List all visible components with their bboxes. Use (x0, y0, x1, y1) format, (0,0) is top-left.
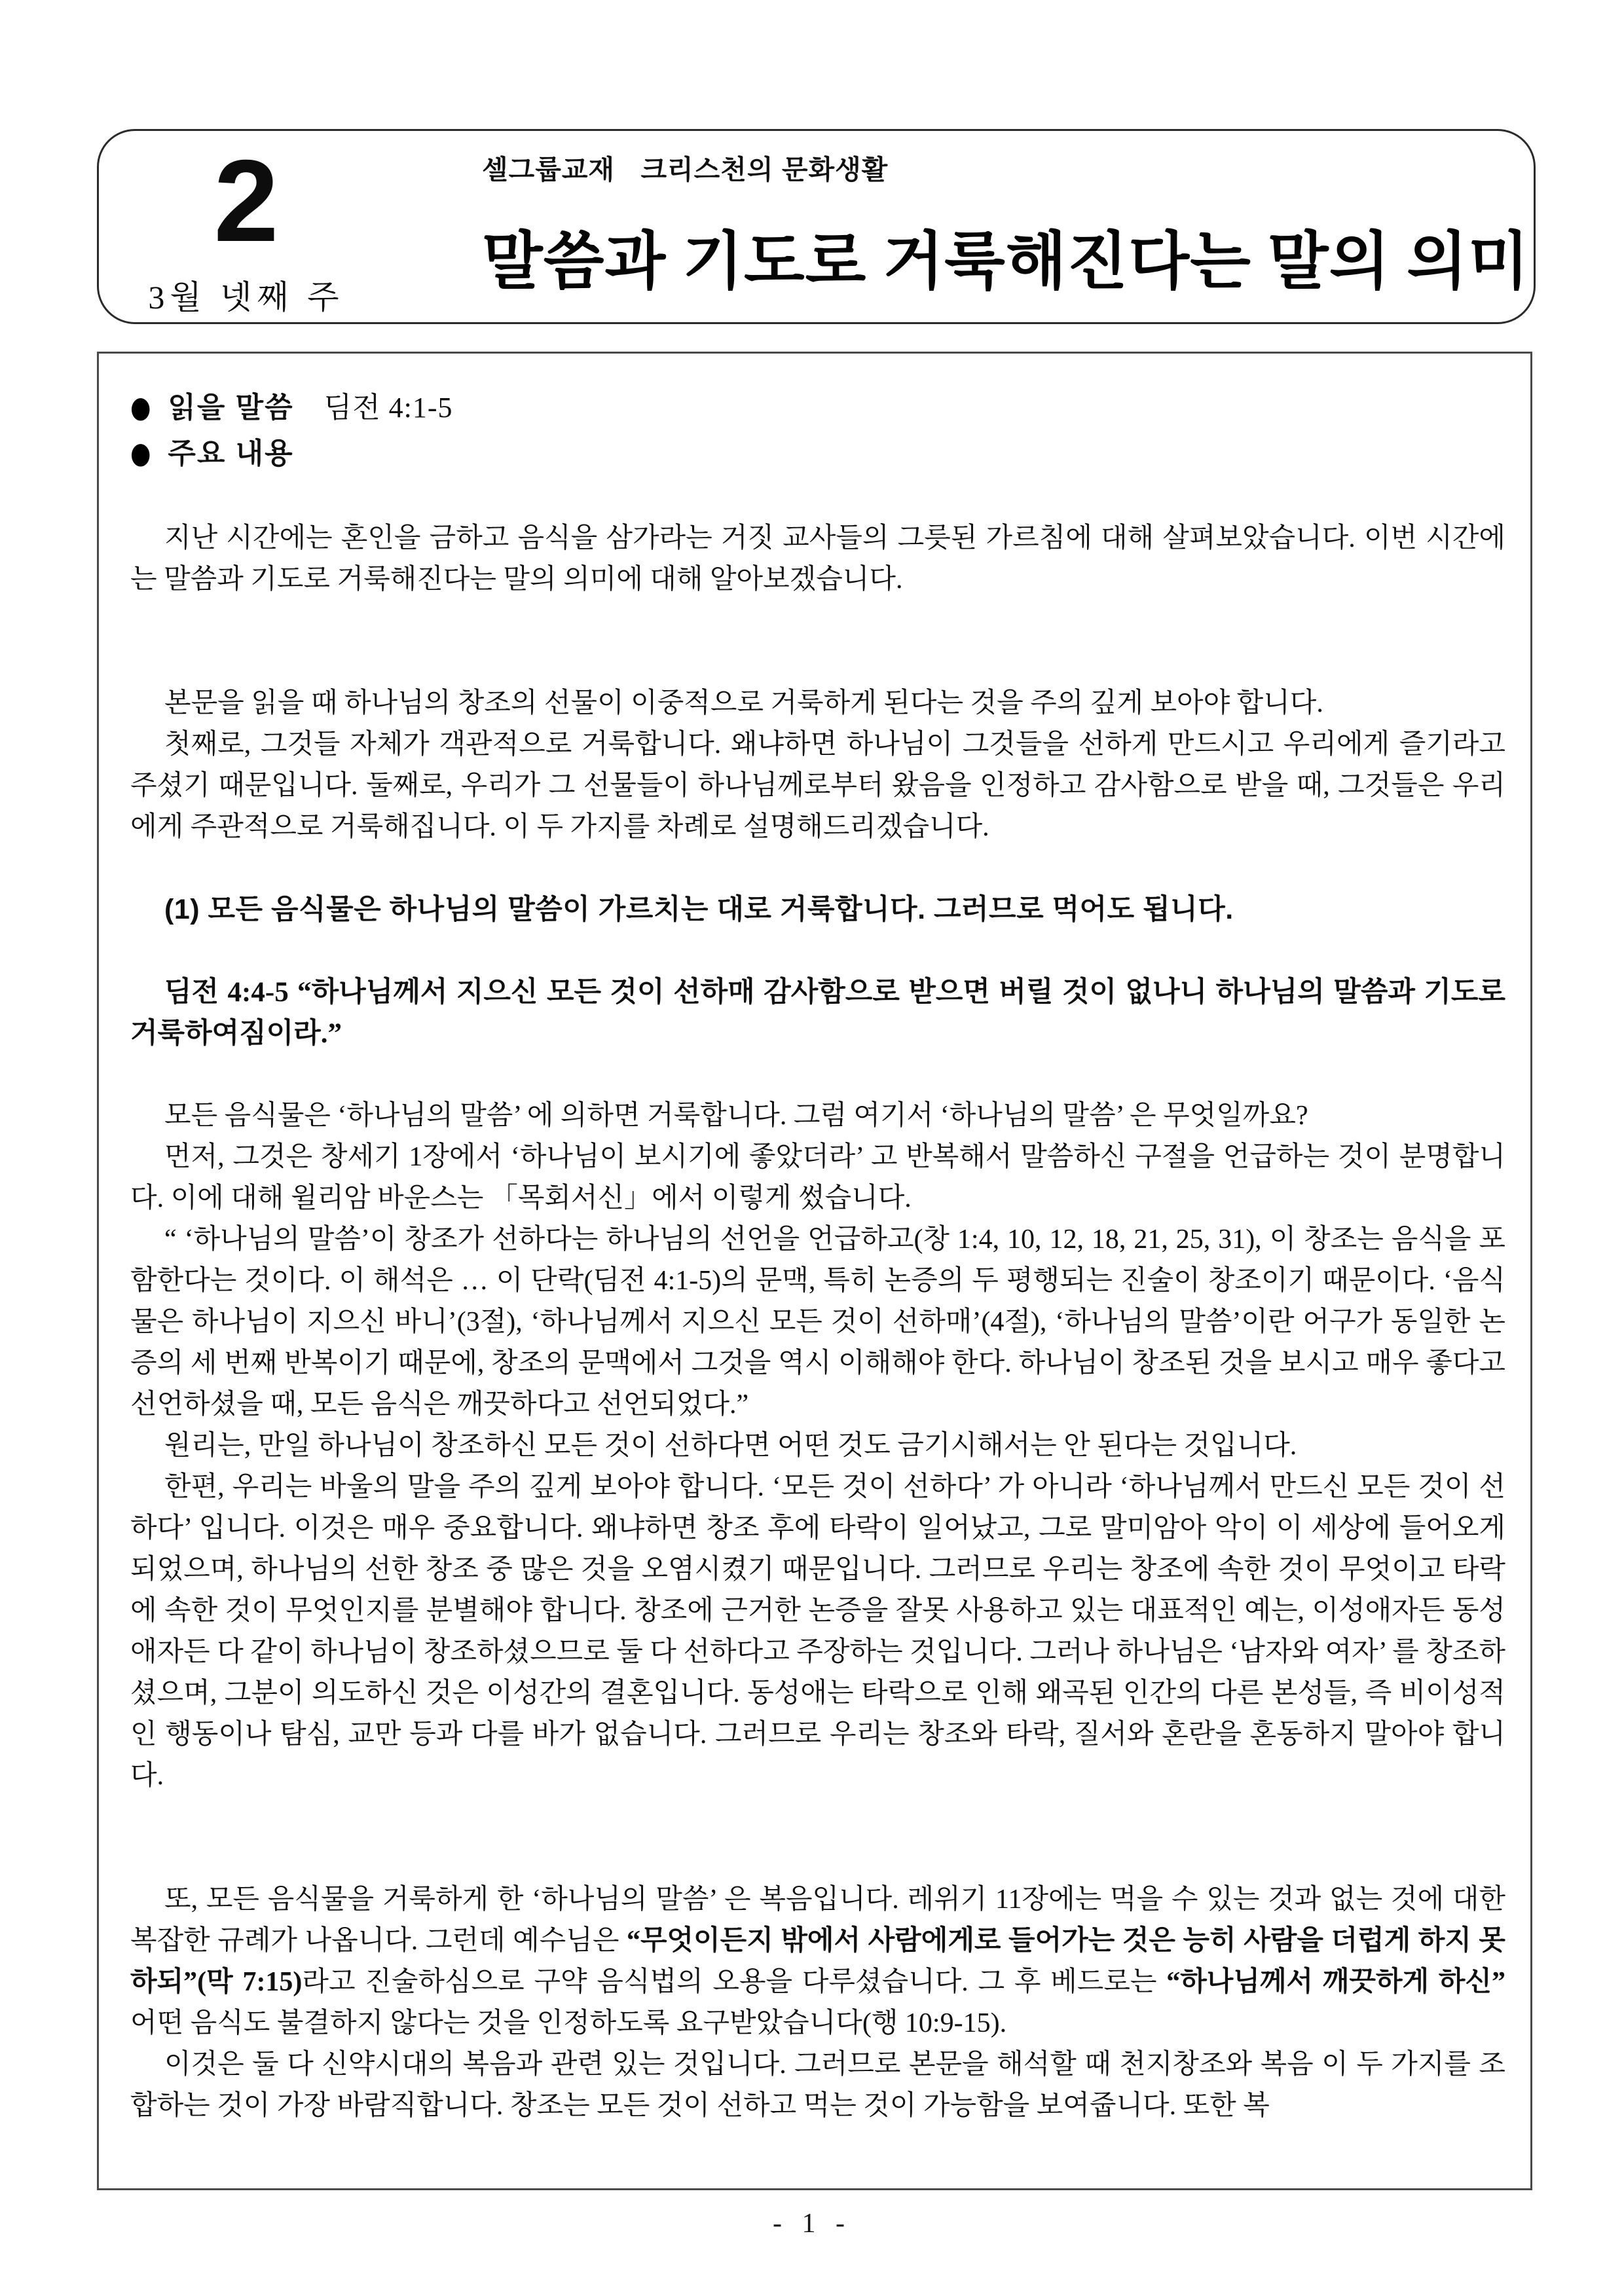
text-run: 원리는, 만일 하나님이 창조하신 모든 것이 선하다면 어떤 것도 금기시해서는 안 된다는 것입니다. (164, 1431, 1297, 1461)
body-paragraph (130, 683, 1505, 724)
text-run: 어떤 음식도 불결하지 않다는 것을 인정하도록 요구받았습니다(행 10:9-15). (130, 2008, 1007, 2038)
body-paragraph (130, 1467, 1505, 1797)
body-paragraph (130, 1095, 1505, 1137)
body-paragraph (130, 1219, 1505, 1425)
text-run: 딤전 4:4-5 “하나님께서 지으신 모든 것이 선하매 감사함으로 받으면 버릴 것이 없나니 하나님의 말씀과 기도로 거룩하여짐이라.” (130, 977, 1505, 1049)
body-paragraph (130, 1137, 1505, 1219)
text-run: 먼저, 그것은 창세기 1장에서 ‘하나님이 보시기에 좋았더라’ 고 반복해서 말씀하신 구절을 언급하는 것이 분명합니다. 이에 대해 윌리암 바운스는 「목회서신」에서 이렇게 썼습니다. (130, 1142, 1505, 1213)
body-paragraph (130, 518, 1505, 600)
bold-scripture-run: “하나님께서 깨끗하게 하신” (1166, 1967, 1505, 1997)
section-heading (130, 889, 1505, 930)
text-run: 본문을 읽을 때 하나님의 창조의 선물이 이중적으로 거룩하게 된다는 것을 주의 깊게 보아야 합니다. (164, 688, 1323, 718)
lesson-title-block (482, 148, 1530, 297)
bullet-label-main-content: 주요 내용 (168, 437, 294, 469)
lesson-week: 3월 넷째 주 (148, 279, 344, 316)
bold-scripture-run: “무엇이든지 밖에서 사람에게로 들어가는 것은 능히 사람을 더럽게 하지 못하되”(막 7:15) (130, 1926, 1505, 1997)
bullet-row-reading (130, 385, 1515, 431)
text-run: “ ‘하나님의 말씀’이 창조가 선하다는 하나님의 선언을 언급하고(창 1:4, 10, 12, 18, 21, 25, 31), 이 창조는 음식을 포함한다는 것이다. 이 해석은 … 이 단락(딤전 4:1-5)의 문맥, 특히 논증의 두 평행되는 진술이 창조이기 때문이다. ‘음식물은 하나님이 지으신 바니’(3절), ‘하나님께서 지으신 모든 것이 선하매’(4절), ‘하나님의 말씀’이란 어구가 동일한 논증의 세 번째 반복이기 때문에, 창조의 문맥에서 그것을 역시 이해해야 한다. 하나님이 창조된 것을 보시고 매우 좋다고 선언하셨을 때, 모든 음식은 깨끗하다고 선언되었다.” (130, 1224, 1505, 1420)
content-blocks (130, 518, 1505, 2127)
text-run: 또, 모든 음식물을 거룩하게 한 ‘하나님의 말씀’ 은 복음입니다. 레위기 11장에는 먹을 수 있는 것과 없는 것에 대한 복잡한 규례가 나옵니다. 그런데 예수님은 (130, 1884, 1505, 1956)
bullet-label-reading: 읽을 말씀 (168, 392, 294, 424)
series-line (482, 148, 1517, 187)
bullet-row-main-content (130, 431, 1515, 477)
bullet-value-reading: 딤전 4:1-5 (323, 392, 453, 424)
page-title: 말씀과 기도로 거룩해진다는 말의 의미 (482, 227, 1530, 297)
scripture-quote (130, 972, 1505, 1054)
content-box (97, 352, 1532, 2190)
text-run: 라고 진술하심으로 구약 음식법의 오용을 다루셨습니다. 그 후 베드로는 (302, 1967, 1167, 1997)
body-paragraph (130, 1425, 1505, 1467)
text-run: 첫째로, 그것들 자체가 객관적으로 거룩합니다. 왜냐하면 하나님이 그것들을 선하게 만드시고 우리에게 즐기라고 주셨기 때문입니다. 둘째로, 우리가 그 선물들이 하나님께로부터 왔음을 인정하고 감사함으로 받을 때, 그것들은 우리에게 주관적으로 거룩해집니다. 이 두 가지를 차례로 설명해드리겠습니다. (130, 729, 1505, 842)
text-run: 이것은 둘 다 신약시대의 복음과 관련 있는 것입니다. 그러므로 본문을 해석할 때 천지창조와 복음 이 두 가지를 조합하는 것이 가장 바람직합니다. 창조는 모든 것이 선하고 먹는 것이 가능함을 보여줍니다. 또한 복 (130, 2049, 1505, 2121)
bullet-list (130, 385, 1515, 477)
page-number: - 1 - (773, 2209, 851, 2239)
text-run: 한편, 우리는 바울의 말을 주의 깊게 보아야 합니다. ‘모든 것이 선하다’ 가 아니라 ‘하나님께서 만드신 모든 것이 선하다’ 입니다. 이것은 매우 중요합니다. 왜냐하면 창조 후에 타락이 일어났고, 그로 말미암아 악이 이 세상에 들어오게 되었으며, 하나님의 선한 창조 중 많은 것을 오염시켰기 때문입니다. 그러므로 우리는 창조에 속한 것이 무엇이고 타락에 속한 것이 무엇인지를 분별해야 합니다. 창조에 근거한 논증을 잘못 사용하고 있는 대표적인 예는, 이성애자든 동성애자든 다 같이 하나님이 창조하셨으므로 둘 다 선하다고 주장하는 것입니다. 그러나 하나님은 ‘남자와 여자’ 를 창조하셨으며, 그분이 의도하신 것은 이성간의 결혼입니다. 동성애는 타락으로 인해 왜곡된 인간의 다른 본성들, 즉 비이성적인 행동이나 탐심, 교만 등과 다를 바가 없습니다. 그러므로 우리는 창조와 타락, 질서와 혼란을 혼동하지 말아야 합니다. (130, 1472, 1505, 1791)
lesson-number-block (99, 131, 394, 322)
text-run: (1) 모든 음식물은 하나님의 말씀이 가르치는 대로 거룩합니다. 그러므로 먹어도 됩니다. (164, 894, 1234, 925)
text-run: 지난 시간에는 혼인을 금하고 음식을 삼가라는 거짓 교사들의 그릇된 가르침에 대해 살펴보았습니다. 이번 시간에는 말씀과 기도로 거룩해진다는 말의 의미에 대해 알아보겠습니다. (130, 523, 1505, 595)
body-paragraph (130, 1879, 1505, 2044)
text-run: 모든 음식물은 ‘하나님의 말씀’ 에 의하면 거룩합니다. 그럼 여기서 ‘하나님의 말씀’ 은 무엇일까요? (164, 1101, 1308, 1131)
bullet-icon: ● (130, 436, 151, 470)
bullet-icon: ● (130, 390, 151, 424)
series-name: 크리스천의 문화생활 (640, 155, 889, 185)
lesson-number: 2 (213, 136, 279, 266)
body-paragraph (130, 724, 1505, 848)
body-paragraph (130, 2044, 1505, 2127)
lesson-header-box (97, 129, 1536, 324)
series-label: 셀그룹교재 (482, 155, 616, 185)
